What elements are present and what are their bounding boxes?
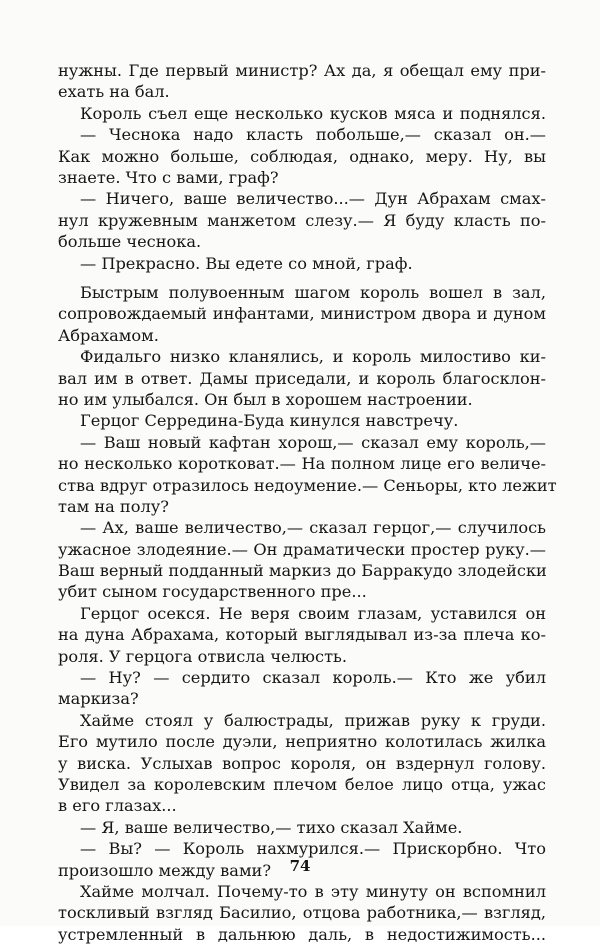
text-line: Герцог Серредина-Буда кинулся навстречу. xyxy=(80,411,459,431)
text-line: нужны. Где первый министр? Ах да, я обещал ему при- xyxy=(58,61,546,80)
text-line: у виска. Услыхав вопрос короля, он вздернул голову. xyxy=(58,753,546,773)
text-line: ства вдруг отразилось недоумение.— Сеньоры, кто лежит xyxy=(58,475,557,495)
text-line: произошло между вами? xyxy=(58,860,272,880)
text-line: там на полу? xyxy=(58,496,169,516)
text-line: Увидел за королевским плечом белое лицо отца, ужас xyxy=(58,774,546,794)
text-line: маркиза? xyxy=(58,689,139,709)
text-line: убит сыном государственного пре... xyxy=(58,582,367,602)
text-line: нул кружевным манжетом слезу.— Я буду класть по- xyxy=(58,210,546,230)
text-line: — Ничего, ваше величество...— Дун Абрахам смах- xyxy=(80,189,546,209)
text-line: вал им в ответ. Дамы приседали, и король благосклон- xyxy=(58,368,546,388)
page-number: 74 xyxy=(289,857,311,875)
text-line: Король съел еще несколько кусков мяса и поднялся. xyxy=(80,103,546,123)
text-line: сопровождаемый инфантами, министром двора и дуном xyxy=(58,304,546,324)
text-line: Его мутило после дуэли, неприятно колотилась жилка xyxy=(58,732,546,752)
text-line: — Вы? — Король нахмурился.— Прискорбно. Что xyxy=(80,839,546,859)
text-line: — Я, ваше величество,— тихо сказал Хайме. xyxy=(80,817,463,837)
text-line: на дуна Абрахама, который выглядывал из-за плеча ко- xyxy=(58,625,546,645)
text-line: ехать на бал. xyxy=(58,82,170,102)
text-line: Хайме стоял у балюстрады, прижав руку к груди. xyxy=(80,710,546,730)
text-line: устремленный в дальнюю даль, в недостижимость... xyxy=(58,924,546,944)
text-line: знаете. Что с вами, граф? xyxy=(58,167,279,187)
text-line: в его глазах... xyxy=(58,796,177,816)
text-line: ужасное злодеяние.— Он драматически простер руку.— xyxy=(58,539,546,559)
text-line: Как можно больше, соблюдая, однако, меру. Ну, вы xyxy=(58,146,546,166)
text-section-1 xyxy=(58,60,546,274)
text-line: Абрахамом. xyxy=(58,325,159,345)
text-line: — Прекрасно. Вы едете со мной, граф. xyxy=(80,253,413,273)
text-line: — Ну? — сердито сказал король.— Кто же убил xyxy=(80,668,546,688)
text-line: Фидальго низко кланялись, и король милостиво ки- xyxy=(80,347,546,367)
text-line: — Чеснока надо класть побольше,— сказал он.— xyxy=(80,125,546,145)
text-line: больше чеснока. xyxy=(58,232,202,252)
text-section-2 xyxy=(58,282,557,945)
text-line: — Ваш новый кафтан хорош,— сказал ему король,— xyxy=(80,432,546,452)
text-line: Быстрым полувоенным шагом король вошел в зал, xyxy=(80,283,546,302)
text-line: но им улыбался. Он был в хорошем настроении. xyxy=(58,389,473,409)
text-line: Герцог осекся. Не веря своим глазам, уставился он xyxy=(80,603,546,623)
text-line: но несколько коротковат.— На полном лице его величе- xyxy=(58,454,546,474)
text-line: Хайме молчал. Почему-то в эту минуту он вспомнил xyxy=(80,881,546,901)
text-line: — Ах, ваше величество,— сказал герцог,— случилось xyxy=(80,518,546,538)
text-line: Ваш верный подданный маркиз до Барракудо злодейски xyxy=(58,561,547,581)
text-line: роля. У герцога отвисла челюсть. xyxy=(58,646,347,666)
text-line: тоскливый взгляд Басилио, отцова работника,— взгляд, xyxy=(58,903,546,923)
